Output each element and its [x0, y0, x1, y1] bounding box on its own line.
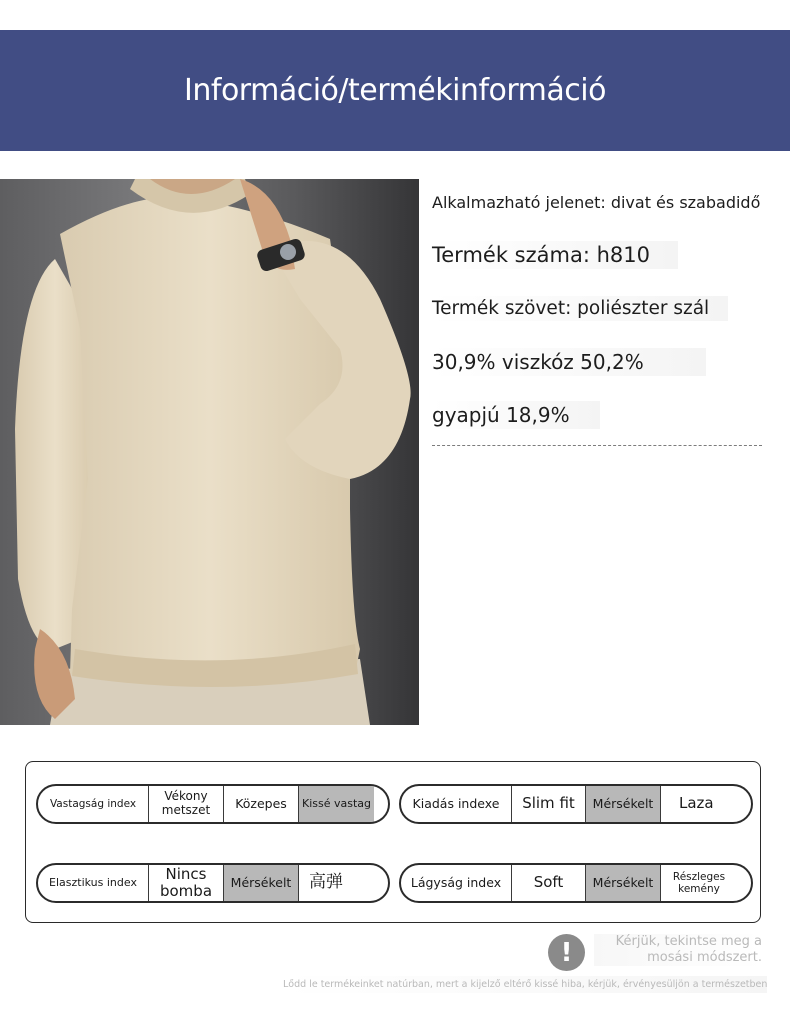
page-title: Információ/termékinformáció [184, 73, 606, 108]
product-photo [0, 179, 419, 725]
header-banner [0, 30, 790, 151]
info-composition-2: gyapjú 18,9% [432, 401, 600, 429]
softness-option-soft: Soft [511, 865, 585, 901]
fit-index [399, 784, 753, 824]
thickness-option-thin: Vékony metszet [148, 786, 223, 822]
fit-option-slim: Slim fit [511, 786, 585, 822]
thickness-label: Vastagság index [49, 797, 137, 810]
elastic-option-moderate: Mérsékelt [223, 865, 298, 901]
softness-option-hard: Részleges kemény [660, 865, 751, 901]
wash-warning: Kérjük, tekintse meg a mosási módszert. [594, 934, 762, 966]
color-disclaimer: Lődd le termékeinket natúrban, mert a kijelző eltérő kissé hiba, kérjük, érvényesüljön a természetben [283, 976, 767, 993]
thickness-option-medium: Közepes [223, 786, 298, 822]
thickness-option-thick: Kissé vastag [298, 786, 374, 822]
elastic-index [36, 863, 390, 903]
softness-index [399, 863, 753, 903]
index-panel [25, 761, 761, 923]
divider [432, 445, 762, 446]
info-fabric: Termék szövet: poliészter szál [432, 296, 728, 321]
elastic-label: Elasztikus index [49, 875, 137, 889]
fit-option-moderate: Mérsékelt [585, 786, 660, 822]
sweater-model-photo [0, 179, 419, 725]
exclamation-icon: ! [548, 934, 585, 971]
elastic-option-high: 高弹 [298, 865, 388, 901]
thickness-index [36, 784, 390, 824]
softness-label: Lágyság index [410, 874, 502, 890]
info-product-number: Termék száma: h810 [432, 241, 678, 269]
info-scene: Alkalmazható jelenet: divat és szabadidő [432, 193, 761, 212]
fit-option-loose: Laza [660, 786, 751, 822]
info-composition-1: 30,9% viszkóz 50,2% [432, 348, 706, 376]
softness-option-moderate: Mérsékelt [585, 865, 660, 901]
fit-label: Kiadás indexe [412, 795, 500, 811]
elastic-option-none: Nincs bomba [148, 865, 223, 901]
